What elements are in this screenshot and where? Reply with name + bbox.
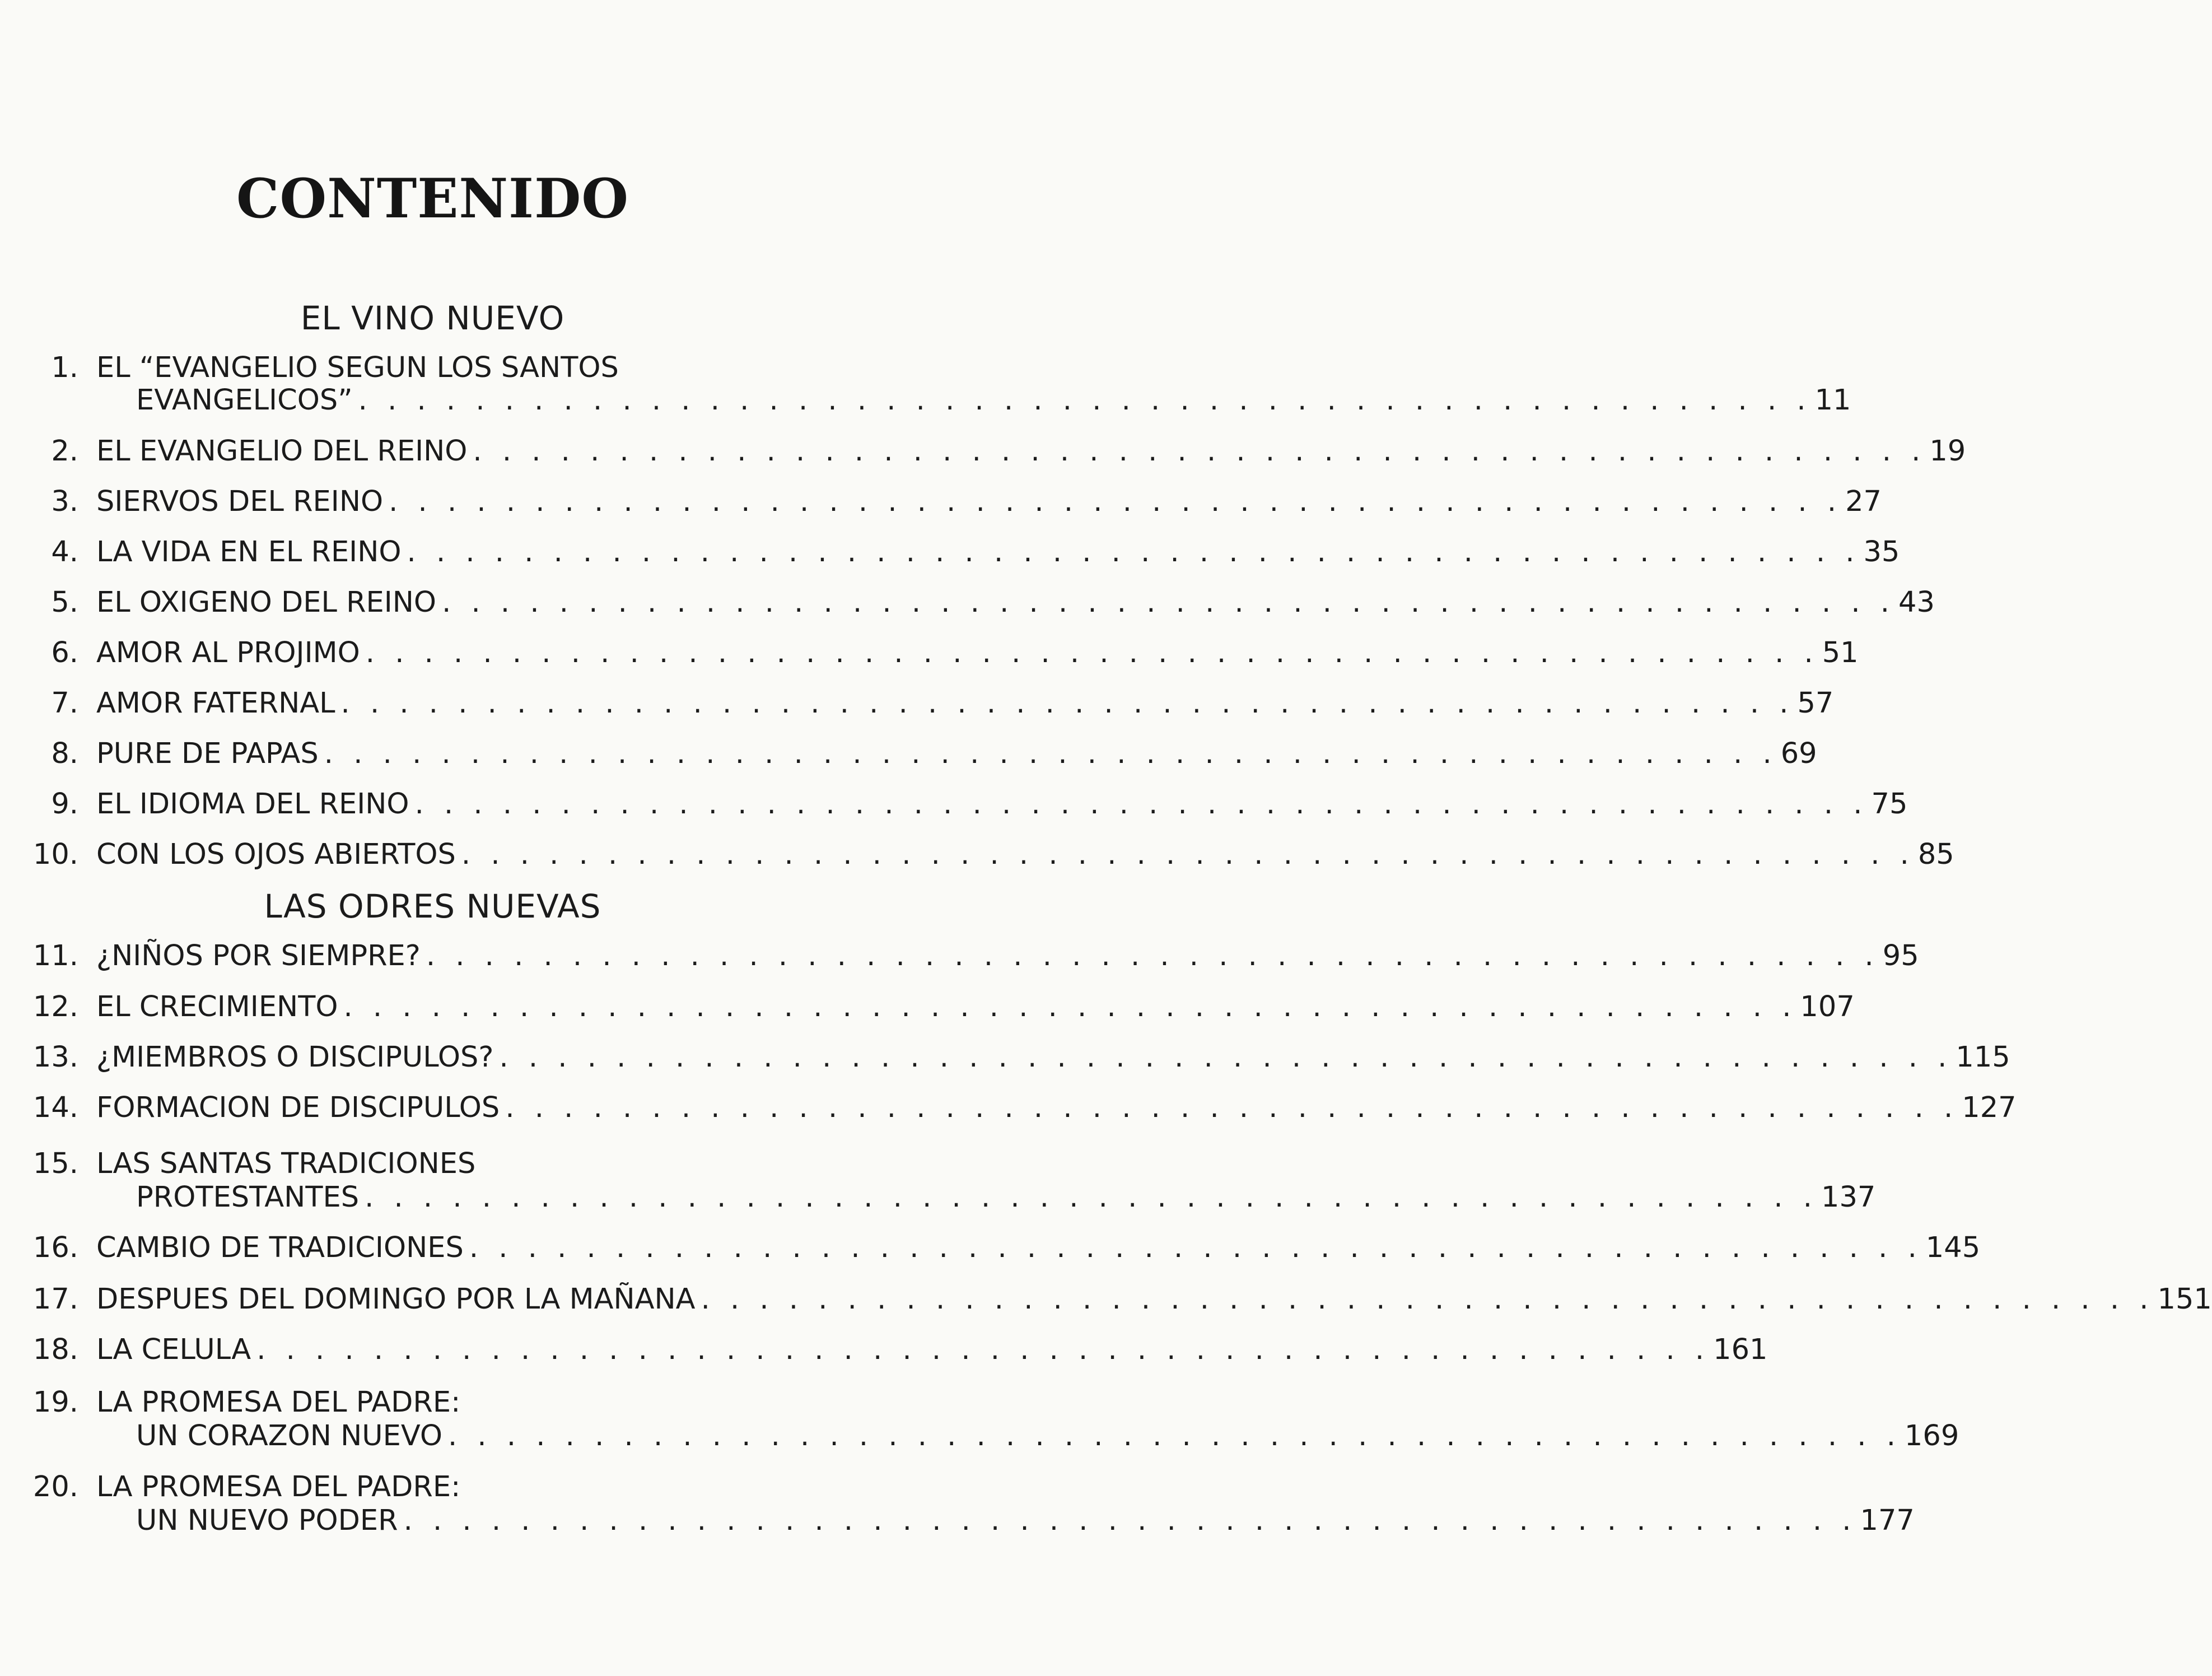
- entry-title: AMOR AL PROJIMO: [96, 636, 360, 669]
- entry-page-number: 95: [1882, 939, 1919, 972]
- entry-number: 20.: [32, 1470, 78, 1503]
- entry-leader: [96, 1041, 2010, 1074]
- entry-leader: [96, 586, 1935, 620]
- entry-title: PURE DE PAPAS: [96, 737, 319, 770]
- entry-number: 17.: [32, 1283, 78, 1316]
- dot-leader: . . . . . . . . . . . . . . . . . . . . . . . . . . . . . . . . . . . . . . . . . . . . . . . . . .: [473, 435, 1926, 468]
- entry-leader: [96, 687, 1834, 720]
- entry-page-number: 127: [1962, 1091, 2017, 1124]
- entry-number: 4.: [51, 536, 78, 569]
- dot-leader: . . . . . . . . . . . . . . . . . . . . . . . . . . . . . . . . . . . . . . . . . . . . . . . . . .: [256, 1333, 1710, 1366]
- entry-title: LA CELULA: [96, 1333, 251, 1366]
- entry-page-number: 161: [1713, 1333, 1768, 1366]
- entry-page-number: 69: [1780, 737, 1817, 770]
- entry-number: 6.: [51, 636, 78, 669]
- entry-title: ¿MIEMBROS O DISCIPULOS?: [96, 1041, 494, 1074]
- entry-leader: [96, 1231, 1981, 1265]
- entry-leader: [96, 1283, 2212, 1316]
- entry-title: EVANGELICOS”: [136, 384, 353, 417]
- dot-leader: . . . . . . . . . . . . . . . . . . . . . . . . . . . . . . . . . . . . . . . . . . . . . . . . . .: [365, 636, 1819, 669]
- entry-leader: [136, 1504, 1915, 1538]
- entry-title: UN NUEVO PODER: [136, 1504, 398, 1537]
- dot-leader: . . . . . . . . . . . . . . . . . . . . . . . . . . . . . . . . . . . . . . . . . . . . . . . . . .: [499, 1041, 1953, 1074]
- dot-leader: . . . . . . . . . . . . . . . . . . . . . . . . . . . . . . . . . . . . . . . . . . . . . . . . . .: [505, 1091, 1959, 1124]
- entry-title: SIERVOS DEL REINO: [96, 485, 384, 518]
- entry-page-number: 51: [1822, 636, 1859, 669]
- dot-leader: . . . . . . . . . . . . . . . . . . . . . . . . . . . . . . . . . . . . . . . . . . . . . . . . . .: [442, 586, 1896, 619]
- entry-page-number: 177: [1860, 1504, 1915, 1537]
- entry-title: AMOR FATERNAL: [96, 687, 335, 720]
- entry-page-number: 19: [1929, 435, 1966, 468]
- entry-number: 3.: [51, 485, 78, 518]
- entry-title: CON LOS OJOS ABIERTOS: [96, 838, 456, 871]
- entry-title: DESPUES DEL DOMINGO POR LA MAÑANA: [96, 1283, 696, 1316]
- entry-leader: [96, 485, 1882, 519]
- entry-number: 13.: [32, 1041, 78, 1074]
- page-title: CONTENIDO: [236, 167, 629, 230]
- entry-title: FORMACION DE DISCIPULOS: [96, 1091, 500, 1124]
- dot-leader: . . . . . . . . . . . . . . . . . . . . . . . . . . . . . . . . . . . . . . . . . . . . . . . . . .: [389, 485, 1842, 518]
- entry-leader: [136, 384, 1851, 417]
- dot-leader: . . . . . . . . . . . . . . . . . . . . . . . . . . . . . . . . . . . . . . . . . . . . . . . . . .: [324, 737, 1777, 770]
- section-heading-vino-nuevo: EL VINO NUEVO: [300, 299, 565, 337]
- dot-leader: . . . . . . . . . . . . . . . . . . . . . . . . . . . . . . . . . . . . . . . . . . . . . . . . . .: [340, 687, 1794, 720]
- entry-page-number: 145: [1925, 1231, 1981, 1264]
- entry-number: 19.: [32, 1386, 78, 1419]
- dot-leader: . . . . . . . . . . . . . . . . . . . . . . . . . . . . . . . . . . . . . . . . . . . . . . . . . .: [358, 384, 1812, 417]
- entry-title-line1: LAS SANTAS TRADICIONES: [96, 1147, 476, 1180]
- entry-leader: [136, 1419, 1959, 1453]
- entry-title-line1: LA PROMESA DEL PADRE:: [96, 1470, 461, 1503]
- entry-title: EL IDIOMA DEL REINO: [96, 788, 409, 821]
- entry-title-line1: LA PROMESA DEL PADRE:: [96, 1386, 461, 1419]
- entry-leader: [96, 636, 1859, 670]
- dot-leader: . . . . . . . . . . . . . . . . . . . . . . . . . . . . . . . . . . . . . . . . . . . . . . . . . .: [343, 990, 1797, 1023]
- entry-page-number: 151: [2157, 1283, 2212, 1316]
- entry-title: ¿NIÑOS POR SIEMPRE?: [96, 939, 421, 972]
- dot-leader: . . . . . . . . . . . . . . . . . . . . . . . . . . . . . . . . . . . . . . . . . . . . . . . . . .: [447, 1419, 1901, 1452]
- entry-number: 9.: [51, 788, 78, 821]
- entry-leader: [96, 737, 1817, 771]
- entry-title: LA VIDA EN EL REINO: [96, 536, 402, 569]
- entry-title: PROTESTANTES: [136, 1181, 360, 1214]
- entry-title: EL EVANGELIO DEL REINO: [96, 435, 468, 468]
- entry-page-number: 57: [1797, 687, 1834, 720]
- entry-page-number: 11: [1814, 384, 1851, 417]
- entry-leader: [136, 1181, 1876, 1214]
- entry-leader: [96, 990, 1855, 1024]
- entry-number: 10.: [32, 838, 78, 871]
- entry-page-number: 75: [1871, 788, 1908, 821]
- entry-page-number: 115: [1956, 1041, 2010, 1074]
- entry-page-number: 137: [1821, 1181, 1876, 1214]
- entry-number: 7.: [51, 687, 78, 720]
- entry-leader: [96, 435, 1966, 468]
- section-heading-odres-nuevas: LAS ODRES NUEVAS: [264, 887, 601, 925]
- entry-leader: [96, 536, 1900, 569]
- dot-leader: . . . . . . . . . . . . . . . . . . . . . . . . . . . . . . . . . . . . . . . . . . . . . . . . . .: [414, 788, 1868, 821]
- dot-leader: . . . . . . . . . . . . . . . . . . . . . . . . . . . . . . . . . . . . . . . . . . . . . . . . . .: [701, 1283, 2154, 1316]
- entry-page-number: 107: [1800, 990, 1855, 1023]
- entry-number: 8.: [51, 737, 78, 770]
- entry-page-number: 169: [1904, 1419, 1959, 1452]
- dot-leader: . . . . . . . . . . . . . . . . . . . . . . . . . . . . . . . . . . . . . . . . . . . . . . . . . .: [469, 1231, 1922, 1264]
- entry-number: 11.: [32, 939, 78, 972]
- dot-leader: . . . . . . . . . . . . . . . . . . . . . . . . . . . . . . . . . . . . . . . . . . . . . . . . . .: [365, 1181, 1818, 1214]
- entry-number: 1.: [51, 351, 78, 384]
- entry-leader: [96, 1333, 1768, 1367]
- dot-leader: . . . . . . . . . . . . . . . . . . . . . . . . . . . . . . . . . . . . . . . . . . . . . . . . . .: [407, 536, 1860, 569]
- dot-leader: . . . . . . . . . . . . . . . . . . . . . . . . . . . . . . . . . . . . . . . . . . . . . . . . . .: [426, 939, 1879, 972]
- entry-number: 2.: [51, 435, 78, 468]
- dot-leader: . . . . . . . . . . . . . . . . . . . . . . . . . . . . . . . . . . . . . . . . . . . . . . . . . .: [403, 1504, 1857, 1537]
- entry-leader: [96, 838, 1954, 872]
- entry-leader: [96, 939, 1919, 973]
- entry-title: EL OXIGENO DEL REINO: [96, 586, 437, 619]
- entry-leader: [96, 788, 1908, 821]
- entry-page-number: 27: [1845, 485, 1882, 518]
- entry-title-line1: EL “EVANGELIO SEGUN LOS SANTOS: [96, 351, 619, 384]
- entry-number: 15.: [32, 1147, 78, 1180]
- dot-leader: . . . . . . . . . . . . . . . . . . . . . . . . . . . . . . . . . . . . . . . . . . . . . . . . . .: [461, 838, 1915, 871]
- entry-title: EL CRECIMIENTO: [96, 990, 338, 1023]
- entry-page-number: 43: [1898, 586, 1935, 619]
- entry-number: 14.: [32, 1091, 78, 1124]
- entry-number: 16.: [32, 1231, 78, 1264]
- entry-number: 18.: [32, 1333, 78, 1366]
- entry-title: CAMBIO DE TRADICIONES: [96, 1231, 464, 1264]
- entry-title: UN CORAZON NUEVO: [136, 1419, 442, 1452]
- entry-number: 5.: [51, 586, 78, 619]
- entry-number: 12.: [32, 990, 78, 1023]
- entry-page-number: 85: [1917, 838, 1954, 871]
- entry-leader: [96, 1091, 2017, 1125]
- entry-page-number: 35: [1863, 536, 1900, 569]
